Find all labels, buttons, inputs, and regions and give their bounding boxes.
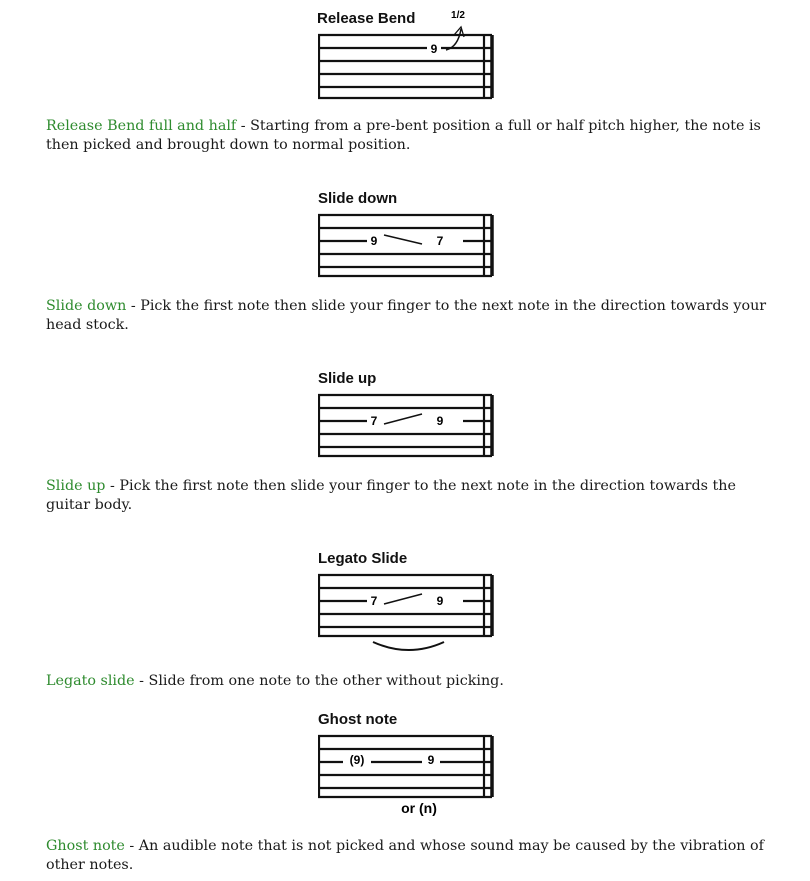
ghost-note-caption: or (n) bbox=[401, 800, 437, 816]
release-bend-description bbox=[46, 117, 771, 155]
slide-down-second-note: 7 bbox=[436, 234, 444, 248]
legato-slide-term: Legato slide bbox=[46, 673, 135, 689]
release-bend-text: - Starting from a pre-bent position a full or half pitch higher, the note is then picked and brought down to normal position. bbox=[46, 118, 761, 153]
release-bend-fret-number: 9 bbox=[430, 42, 438, 56]
ghost-note-text: - An audible note that is not picked and whose sound may be caused by the vibration of other notes. bbox=[46, 838, 764, 873]
legato-slide-description bbox=[46, 672, 771, 691]
ghost-note-parenthesized-fret: (9) bbox=[349, 753, 365, 767]
ghost-note-term: Ghost note bbox=[46, 838, 125, 854]
legato-slide-tab-staff bbox=[318, 570, 498, 655]
release-bend-arrow bbox=[446, 29, 461, 50]
slide-up-second-note: 9 bbox=[436, 414, 444, 428]
ghost-note-fret: 9 bbox=[427, 753, 435, 767]
legato-slide-second-note: 9 bbox=[436, 594, 444, 608]
slide-up-title: Slide up bbox=[318, 370, 377, 387]
slide-down-term: Slide down bbox=[46, 298, 127, 314]
bend-amount-label: 1/2 bbox=[451, 10, 465, 21]
slide-down-title: Slide down bbox=[318, 190, 398, 207]
slide-up-term: Slide up bbox=[46, 478, 106, 494]
slide-down-first-note: 9 bbox=[370, 234, 378, 248]
slide-up-description bbox=[46, 477, 771, 515]
slide-down-description bbox=[46, 297, 771, 335]
slide-up-tab-staff bbox=[318, 390, 498, 460]
legato-slur bbox=[373, 642, 444, 650]
slide-down-tab-staff bbox=[318, 210, 498, 280]
slide-up-first-note: 7 bbox=[370, 414, 378, 428]
slide-down-text: - Pick the first note then slide your finger to the next note in the direction towards your head stock. bbox=[46, 298, 767, 333]
release-bend-tab-staff bbox=[318, 5, 498, 100]
slide-up-text: - Pick the first note then slide your finger to the next note in the direction towards the guitar body. bbox=[46, 478, 736, 513]
release-bend-title: Release Bend bbox=[317, 10, 416, 27]
ghost-note-tab-staff bbox=[318, 731, 498, 821]
ghost-note-title: Ghost note bbox=[318, 711, 398, 728]
legato-slide-title: Legato Slide bbox=[318, 550, 408, 567]
legato-slide-text: - Slide from one note to the other without picking. bbox=[134, 673, 504, 689]
release-bend-term: Release Bend full and half bbox=[46, 118, 237, 134]
legato-slide-first-note: 7 bbox=[370, 594, 378, 608]
ghost-note-description bbox=[46, 837, 771, 875]
